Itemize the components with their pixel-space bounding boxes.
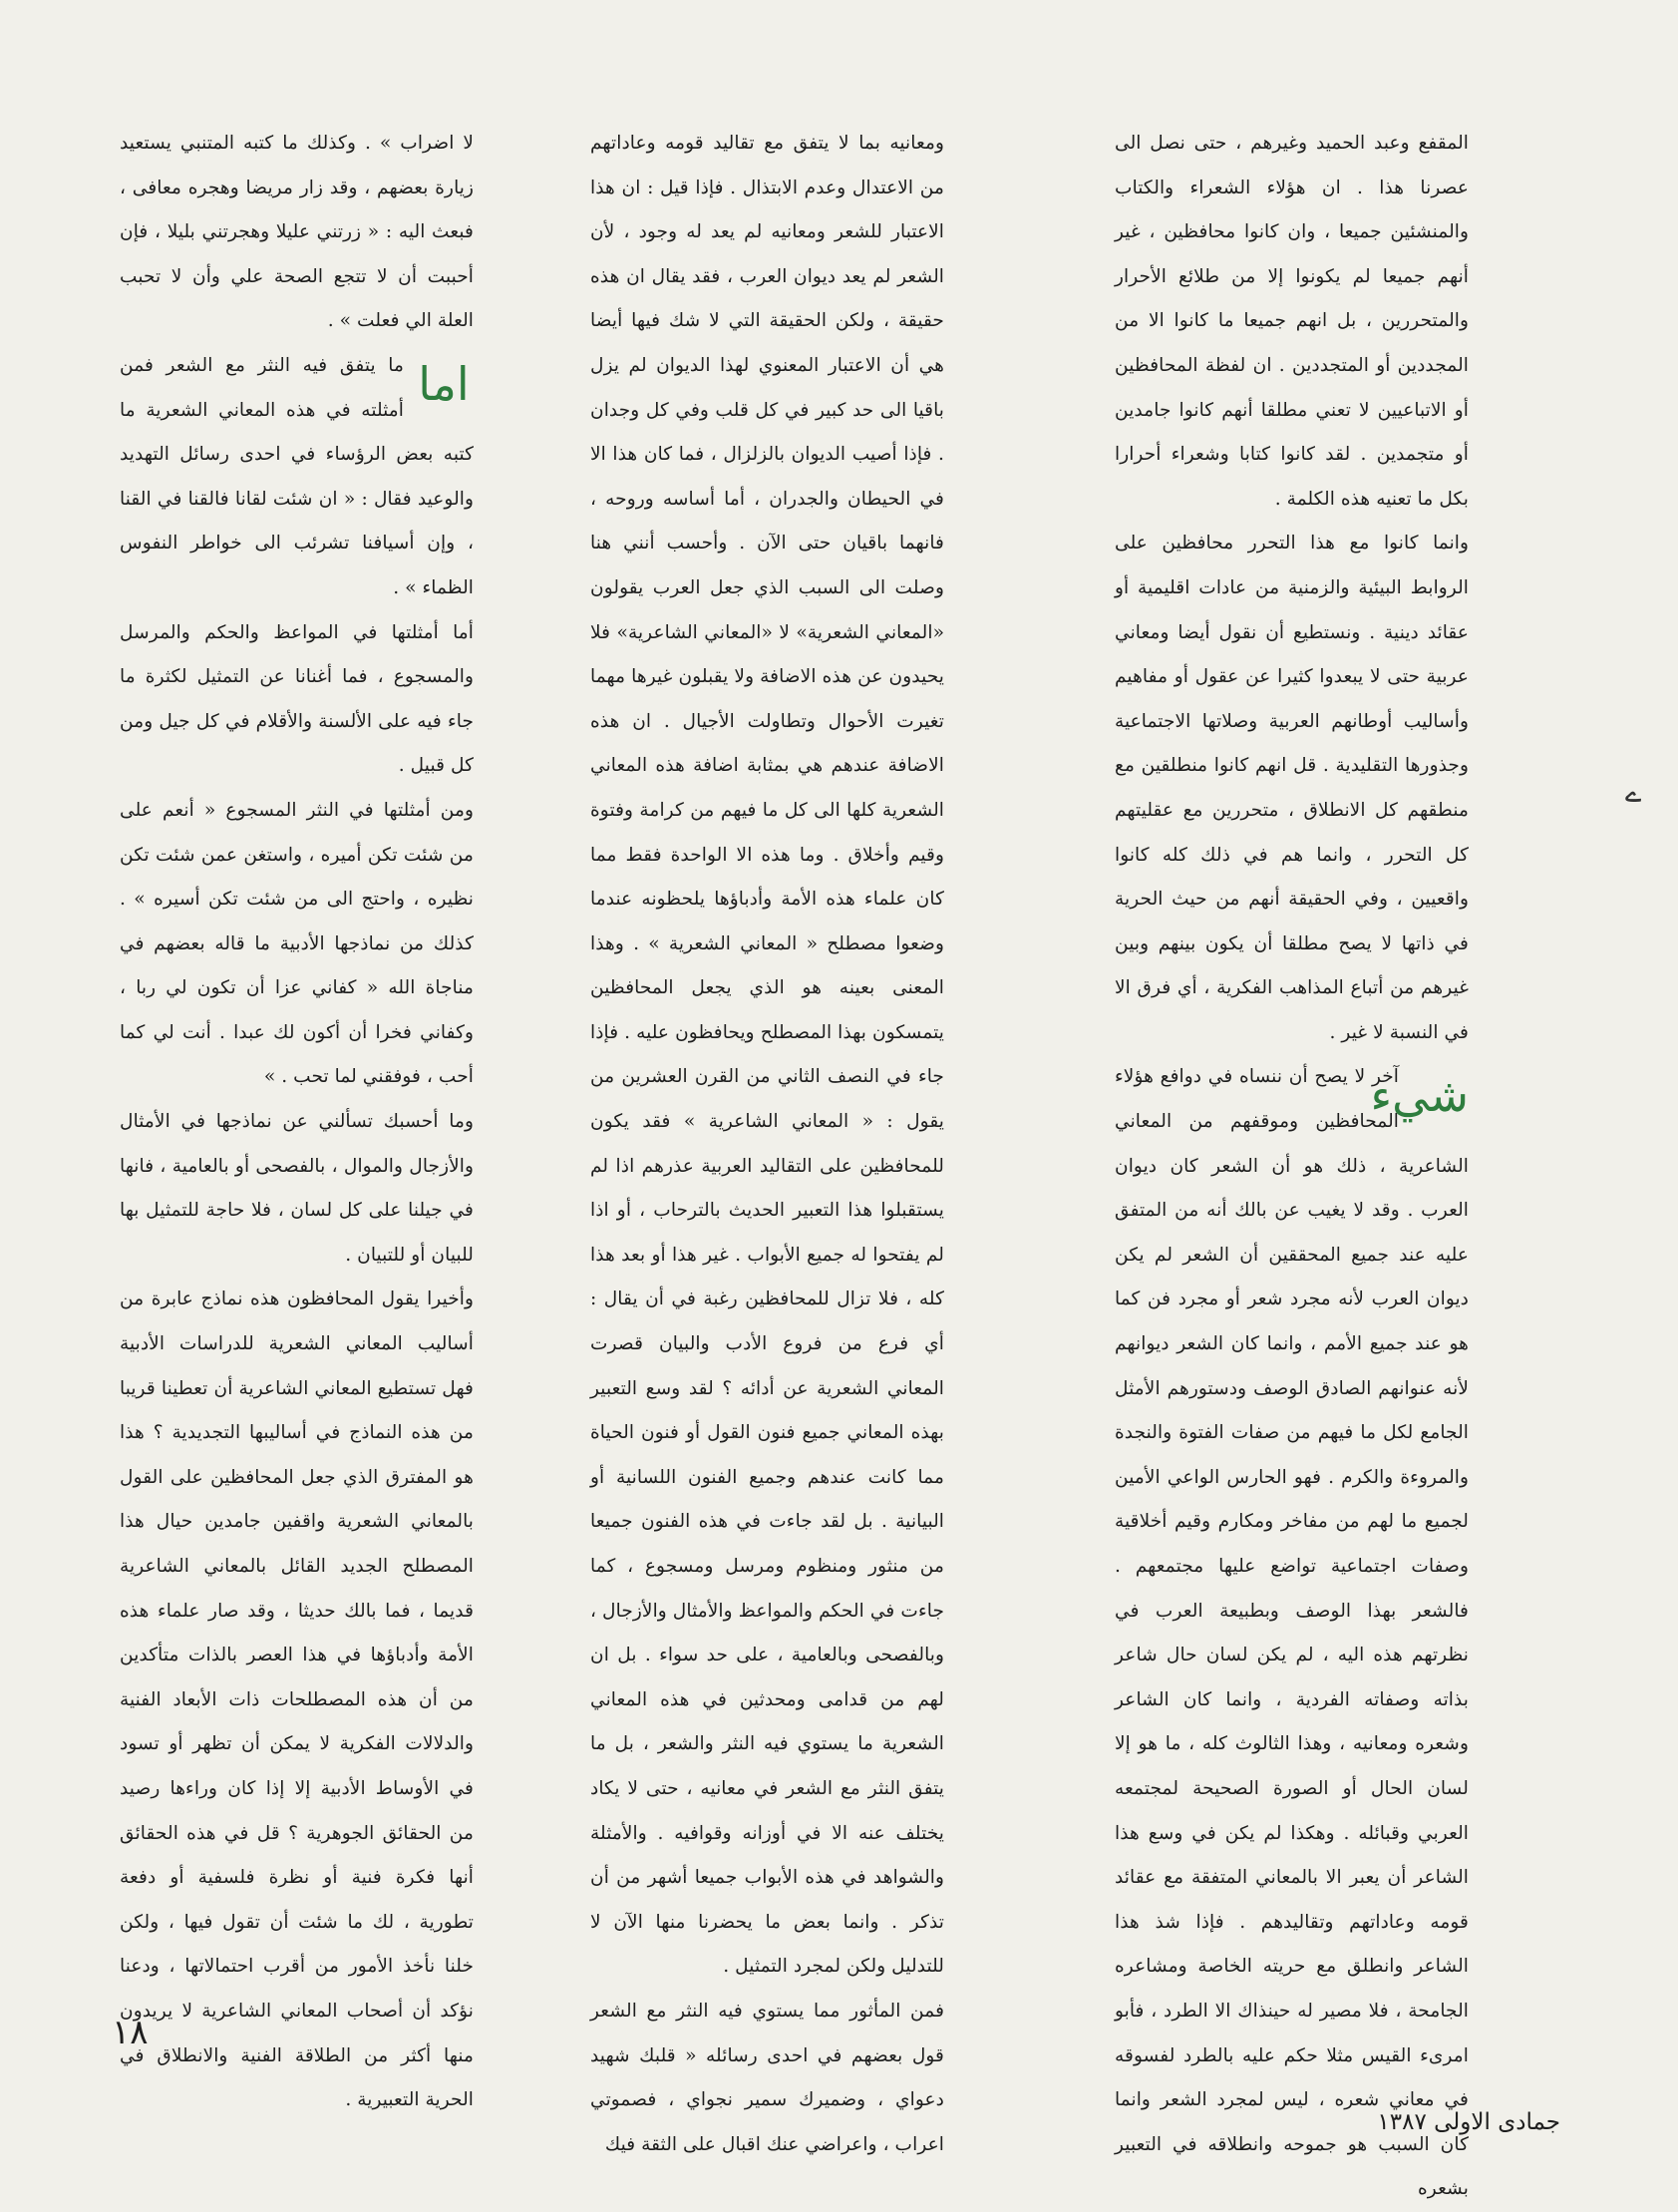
paragraph: شيء آخر لا يصح أن ننساه في دوافع هؤلاء المحافظين وموقفهم من المعاني الشاعرية ، ذلك هو أن الشعر كان ديوان العرب . وقد لا يغيب عن بالك أنه من المتفق عليه عند جميع المحققين أن الشعر لم يكن ديوان العرب لأنه مجرد شعر أو مجرد فن كما هو عند جميع الأمم ، وانما كان الشعر ديوانهم لأنه عنوانهم الصادق الوصف ودستورهم الأمثل الجامع لكل ما فيهم من صفات الفتوة والنجدة والمروءة والكرم . فهو الحارس الواعي الأمين لجميع ما لهم من مفاخر ومكارم وقيم أخلاقية وصفات اجتماعية تواضع عليها مجتمعهم . فالشعر بهذا الوصف وبطبيعة العرب في نظرتهم هذه اليه ، لم يكن لسان حال شاعر بذاته وصفاته الفردية ، وانما كان الشاعر وشعره ومعانيه ، وهذا الثالوث كله ، ما هو إلا لسان الحال أو الصورة الصحيحة لمجتمعه العربي وقبائله . وهكذا لم يكن في وسع هذا الشاعر أن يعبر الا بالمعاني المتفقة مع عقائد قومه وعاداتهم وتقاليدهم . فإذا شذ هذا الشاعر وانطلق مع حريته الخاصة ومشاعره الجامحة ، فلا مصير له حينذاك الا الطرد ، فأبو امرىء القيس مثلا حكم عليه بالطرد لفسوقه في معاني شعره ، ليس لمجرد الشعر وانما كان السبب هو جموحه وانطلاقه في التعبير بشعره (1115, 1055, 1469, 2211)
footer-date: جمادى الاولى ١٣٨٧ (1377, 2109, 1560, 2135)
paragraph: وأخيرا يقول المحافظون هذه نماذج عابرة من أساليب المعاني الشعرية للدراسات الأدبية فهل تستطيع المعاني الشاعرية أن تعطينا قريبا من هذه النماذج في أساليبها التجديدية ؟ هذا هو المفترق الذي جعل المحافظين على القول بالمعاني الشعرية واقفين جامدين حيال هذا المصطلح الجديد القائل بالمعاني الشاعرية قديما ، فما بالك حديثا ، وقد صار علماء هذه الأمة وأدباؤها في هذا العصر بالذات متأكدين من أن هذه المصطلحات ذات الأبعاد الفنية والدلالات الفكرية لا يمكن أن تظهر أو تسود في الأوساط الأدبية إلا إذا كان وراءها رصيد من الحقائق الجوهرية ؟ قل في هذه الحقائق أنها فكرة فنية أو نظرة فلسفية أو دفعة تطورية ، لك ما شئت أن تقول فيها ، ولكن خلنا نأخذ الأمور من أقرب احتمالاتها ، ودعنا نؤكد أن أصحاب المعاني الشاعرية لا يريدون منها أكثر من الطلاقة الفنية والانطلاق في الحرية التعبيرية . (120, 1289, 474, 2111)
paragraph: فمن المأثور مما يستوي فيه النثر مع الشعر قول بعضهم في احدى رسائله « قلبك شهيد دعواي ، وضميرك سمير نجواي ، فصموتي اعراب ، واعراضي عنك اقبال على الثقة فيك (590, 2000, 944, 2155)
paragraph: اما ما يتفق فيه النثر مع الشعر فمن أمثلته في هذه المعاني الشعرية ما كتبه بعض الرؤساء في احدى رسائل التهديد والوعيد فقال : « ان شئت لقانا فالقنا في القنا ، وإن أسيافنا تشرئب الى خواطر النفوس الظماء » . (120, 344, 474, 611)
paragraph: ومعانيه بما لا يتفق مع تقاليد قومه وعاداتهم من الاعتدال وعدم الابتذال . فإذا قيل : ان هذا الاعتبار للشعر ومعانيه لم يعد له وجود ، لأن الشعر لم يعد ديوان العرب ، فقد يقال ان هذه حقيقة ، ولكن الحقيقة التي لا شك فيها أيضا هي أن الاعتبار المعنوي لهذا الديوان لم يزل باقيا الى حد كبير في كل قلب وفي كل وجدان . فإذا أصيب الديوان بالزلزال ، فما كان هذا الا في الحيطان والجدران ، أما أساسه وروحه ، فانهما باقيان حتى الآن . وأحسب أنني هنا وصلت الى السبب الذي جعل العرب يقولون «المعاني الشعرية» لا «المعاني الشاعرية» فلا يحيدون عن هذه الاضافة ولا يقبلون غيرها مهما تغيرت الأحوال وتطاولت الأجيال . ان هذه الاضافة عندهم هي بمثابة اضافة هذه المعاني الشعرية كلها الى كل ما فيهم من كرامة وفتوة وقيم وأخلاق . وما هذه الا الواحدة فقط مما كان علماء هذه الأمة وأدباؤها يلحظونه عندما وضعوا مصطلح « المعاني الشعرية » . وهذا المعنى بعينه هو الذي يجعل المحافظين يتمسكون بهذا المصطلح ويحافظون عليه . فإذا جاء في النصف الثاني من القرن العشرين من يقول : « المعاني الشاعرية » فقد يكون للمحافظين على التقاليد العربية عذرهم اذا لم يستقبلوا هذا التعبير الحديث بالترحاب ، أو اذا لم يفتحوا له جميع الأبواب . غير هذا أو بعد هذا كله ، فلا تزال للمحافظين رغبة في أن يقال : أي فرع من فروع الأدب والبيان قصرت المعاني الشعرية عن أدائه ؟ لقد وسع التعبير بهذه المعاني جميع فنون القول أو فنون الحياة مما كانت عندهم وجميع الفنون اللسانية أو البيانية . بل لقد جاءت في هذه الفنون جميعا من منثور ومنظوم ومرسل ومسجوع ، كما جاءت في الحكم والمواعظ والأمثال والأزجال ، وبالفصحى وبالعامية ، على حد سواء . بل ان لهم من قدامى ومحدثين في هذه المعاني الشعرية ما يستوي فيه النثر والشعر ، بل ما يتفق النثر مع الشعر في معانيه ، حتى لا يكاد يختلف عنه الا في أوزانه وقوافيه . والأمثلة والشواهد في هذه الأبواب جميعا أشهر من أن تذكر . وانما بعض ما يحضرنا منها الآن لا للتدليل ولكن لمجرد التمثيل . (590, 133, 944, 1978)
paragraph: وانما كانوا مع هذا التحرر محافظين على الروابط البيئية والزمنية من عادات اقليمية أو عقائد دينية . ونستطيع أن نقول أيضا ومعاني عربية حتى لا يبعدوا كثيرا عن عقول أو مفاهيم وأساليب أوطانهم العربية وصلاتها الاجتماعية وجذورها التقليدية . قل انهم كانوا منطلقين مع منطقهم كل الانطلاق ، متحررين مع عقليتهم كل التحرر ، وانما هم في ذلك كله كانوا واقعيين ، وفي الحقيقة أنهم من حيث الحرية في ذاتها لا يصح مطلقا أن يكون بينهم وبين غيرهم من أتباع المذاهب الفكرية ، أي فرق الا في النسبة لا غير . (1115, 533, 1469, 1043)
paragraph: ومن أمثلتها في النثر المسجوع « أنعم على من شئت تكن أميره ، واستغن عمن شئت تكن نظيره ، واحتج الى من شئت تكن أسيره » . كذلك من نماذجها الأدبية ما قاله بعضهم في مناجاة الله « كفاني عزا أن تكون لي ربا ، وكفاني فخرا أن أكون لك عبدا . أنت لي كما أحب ، فوفقني لما تحب . » (120, 799, 474, 1088)
text-column-middle (590, 122, 944, 2167)
page-number: ١٨ (112, 2013, 149, 2052)
text-column-left (120, 122, 474, 2123)
paragraph: وما أحسبك تسألني عن نماذجها في الأمثال والأزجال والموال ، بالفصحى أو بالعامية ، فانها في جيلنا على كل لسان ، فلا حاجة للتمثيل بها للبيان أو للتبيان . (120, 1111, 474, 1266)
decorative-initial: اما (418, 356, 470, 411)
paragraph: المقفع وعبد الحميد وغيرهم ، حتى نصل الى عصرنا هذا . ان هؤلاء الشعراء والكتاب والمنشئين جميعا ، وان كانوا محافظين ، غير أنهم جميعا لم يكونوا إلا من طلائع الأحرار والمتحررين ، بل انهم جميعا ما كانوا الا من المجددين أو المتجددين . ان لفظة المحافظين أو الاتباعيين لا تعني مطلقا أنهم كانوا جامدين أو متجمدين . لقد كانوا كتابا وشعراء أحرارا بكل ما تعنيه هذه الكلمة . (1115, 133, 1469, 510)
paragraph: لا اضراب » . وكذلك ما كتبه المتنبي يستعيد زيارة بعضهم ، وقد زار مريضا وهجره معافى ، فبعث اليه : « زرتني عليلا وهجرتني بليلا ، فإن أحببت أن لا تتجع الصحة علي وأن لا تحبب العلة الي فعلت » . (120, 133, 474, 332)
decorative-initial: شيء (1370, 1068, 1469, 1123)
margin-mark: ے (1625, 776, 1642, 809)
paragraph: أما أمثلتها في المواعظ والحكم والمرسل والمسجوع ، فما أغنانا عن التمثيل لكثرة ما جاء فيه على الألسنة والأقلام في كل جيل ومن كل قبيل . (120, 621, 474, 777)
text-column-right (1115, 122, 1469, 2212)
